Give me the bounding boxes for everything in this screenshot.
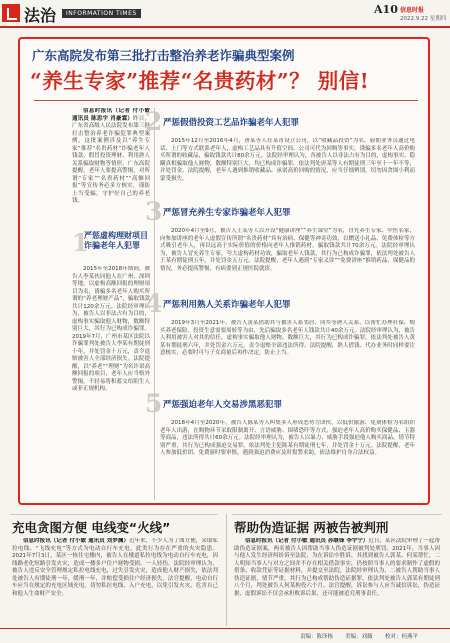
section-2-header	[145, 107, 415, 136]
bottom-right-body: 信息时报讯（记者 付小敏 通讯员 孙继锋 李宇宁）近日，某区法院审理了一起帮助伪造证据案，两名被告人因帮助当事人伪造证据被判处刑罚。2021年，当事人因与他人发生经济纠纷诉至法院，为在诉讼中胜诉，其找到被告人郭某、何某帮忙，二人明知当事人与对方之间并不存在相关借款事实，仍按照当事人的要求制作了虚假的借条、收款凭证等证据材料，并提交至法院。法院经审理认为，二被告人帮助当事人伪造证据，情节严重，其行为已构成帮助伪造证据罪，依法判处被告人郭某有期徒刑八个月，判处被告人何某拘役六个月。法官提醒，诉讼参与人应当诚信诉讼，伪造证据、虚假诉讼不仅会承担败诉后果，还可能被追究刑事责任。	[234, 538, 440, 597]
section-3-number: 3	[145, 197, 163, 226]
paper-english-name: INFORMATION TIMES	[62, 9, 141, 18]
headline-main: “养生专家”推荐“名贵药材”？ 别信!	[30, 69, 370, 93]
bottom-right-rule	[232, 514, 442, 515]
section-2-body: 2015年12月至2016年4月，唐某等人在某市设立公司，以“收藏品投资”为名，雇佣业务员通过电话、上门等方式联系老年人，虚构工艺品具有升值空间、公司可代为回购等事实，诱骗多名老年人高价购买所谓的收藏品，骗取钱款共计80余万元。法院经审理认为，各被告人以非法占有为目的，虚构事实、隐瞒真相骗取他人财物，数额特别巨大，均已构成诈骗罪，依法判处唐某等人有期徒刑三年至十一年不等，并处罚金。法院提醒，老年人遇到推销收藏品、承诺高价回购的情况，应当仔细辨别，切勿因贪图小利而蒙受损失。	[160, 138, 415, 182]
section-2-number: 2	[145, 107, 163, 136]
headline-kicker: 广东高院发布第三批打击整治养老诈骗典型案例	[32, 48, 295, 63]
section-5-body: 2018年4月至2020年，被告人陈某等人纠集多人形成恶势力团伙，以低价旅游、免费体检为名组织老年人出游，在购物环节采取限制离开、言语威胁、围堵恐吓等方式，强迫老年人高价购买保健品、玉器等商品，违法所得共计60余万元。法院经审理认为，被告人以暴力、威胁手段强迫他人购买商品，情节特别严重，其行为已构成强迫交易罪，依法判处主犯陈某有期徒刑七年，并处罚金十万元。法院提醒，老年人参加低价团、免费游时要审慎，遇到强迫消费应及时报警求助，依法维护自身合法权益。	[160, 420, 415, 456]
masthead	[0, 0, 450, 28]
bottom-left-body: 信息时报讯（记者 付小敏 通讯员 刘梦澜）近年来，不少人为了图方便，采取私拉电线、“飞线充电”等方式为电动自行车充电，此类行为存在严重的火灾隐患。2021年7月3日，某区一栋住宅楼内，被告人在楼道私拉电线为电动自行车充电，因线路老化短路引发火灾，造成一楼多户住户财物受损、一人轻伤。法院经审理认为，被告人违反安全管理规定私拉电线充电，过失引发火灾，造成他人财产损失，依法判处被告人有期徒刑一年，缓刑一年，并赔偿受损住户经济损失。法官提醒，电动自行车应当在规定的充电区域充电，切勿私拉电线、入户充电，以免引发火灾，危害自己和他人生命财产安全。	[12, 538, 218, 597]
section-4-number: 4	[145, 289, 163, 318]
section-1-title: 严惩虚构理财项目诈骗老年人犯罪	[84, 231, 148, 250]
page-number: A10	[374, 3, 398, 16]
paper-logo: 信息时报	[400, 7, 425, 14]
section-flag-icon	[2, 4, 20, 22]
section-3-header	[145, 197, 415, 226]
lead-body: 昨日，广东省高级人民法院发布第三批打击整治养老诈骗犯罪典型案例，这批案例涉及以“养生专家”推荐“名贵药材”诈骗老年人钱款、假冒投资理财、利用熟人关系骗取财物等情形。广东高院提醒，老年人要提高警惕，对所谓“专家”“名贵药材”“高额回报”等宣传务必多方核实，谨防上当受骗，守护好自己的养老钱。	[72, 115, 150, 204]
bottom-right-byline: 信息时报讯（记者 付小敏 通讯员 孙继锋 李宇宁）	[245, 538, 369, 544]
section-3-title: 严惩冒充养生专家诈骗老年人犯罪	[163, 208, 291, 218]
bottom-left-byline: 信息时报讯（记者 付小敏 通讯员 刘梦澜）	[23, 538, 130, 544]
footer-rule	[0, 628, 450, 629]
section-1-header	[72, 228, 152, 262]
bottom-left-rule	[10, 514, 218, 515]
footer-proofreader: 校对：何燕平	[385, 634, 419, 640]
masthead-rule	[0, 26, 450, 28]
lead-paragraph	[72, 108, 150, 226]
section-name: 法治	[24, 6, 57, 25]
footer-designer: 美编：刘薇	[345, 634, 373, 640]
section-3-body: 2020年4月至9月，被告人王某等人以开设“健康讲座”“养生课堂”为名，冒充养生专家、中医名家，向参加讲座的老年人虚假宣传所谓“名贵药材”具有治病、保健等神奇功效，以赠送小礼品、免费体检等方式吸引老年人，再以远高于实际价值的价格向老年人推销药材，骗取钱款共计70余万元。法院经审理认为，被告人冒充养生专家，夸大虚构药材功效，骗取老年人钱款，其行为已构成诈骗罪，依法判处被告人王某有期徒刑五年，并处罚金五万元。法院提醒，老年人遇到“专家义诊”“免费讲座”推销药品、保健品的情况，务必提高警惕，有病要到正规医院就诊。	[160, 228, 415, 272]
lead-byline: 信息时报讯（记者 付小敏 通讯员 陈思宇 肖豪霖）	[72, 108, 150, 122]
section-2-title: 严惩假借投资工艺品诈骗老年人犯罪	[163, 118, 300, 128]
headline-divider	[34, 100, 418, 101]
section-1-number: 1	[72, 228, 89, 257]
footer-editor: 责编：陈泽栋	[300, 634, 334, 640]
issue-date: 2022.9.22 星期四	[400, 16, 447, 22]
bottom-divider	[226, 514, 227, 626]
section-4-header	[145, 289, 415, 318]
section-5-title: 严惩强迫老年人交易涉黑恶犯罪	[163, 400, 283, 410]
section-1-body: 2015年至2018年期间，被告人李某伙同他人在广州、深圳等地，以虚构高额回报的理财项目为名，诱骗多名老年人购买所谓的“养老理财产品”，骗取钱款共计120余万元。法院经审理认为，被告人以非法占有为目的，虚构事实骗取他人财物，数额特别巨大，其行为已构成诈骗罪。2019年7月，广州市某区法院以诈骗罪判处被告人李某有期徒刑十年，并处罚金十万元，责令退赔被害人全部经济损失。法院提醒，以“养老”“理财”为名许诺高额回报的项目，老年人应当格外警惕，不轻易将积蓄交给陌生人或非正规机构。	[72, 266, 150, 392]
section-5-header	[145, 389, 415, 418]
section-4-title: 严惩利用熟人关系诈骗老年人犯罪	[163, 300, 291, 310]
section-4-body: 2019年3月至2021年，被告人黄某借助其与被害人系邻居、同乡等熟人关系，以帮忙办理社保、购买养老保险、投资生意需要周转等为由，先后骗取多名老年人钱款共计40余万元。法院经审理认为，被告人利用被害人对其的信任，虚构事实骗取他人财物，数额巨大，其行为已构成诈骗罪，依法判处被告人黄某有期徒刑六年，并处罚金六万元，责令退赔全部违法所得。法院提醒，熟人借钱、代办业务时同样要注意核实，必要时可与子女商量后再作决定，防止上当。	[160, 320, 415, 356]
section-5-number: 5	[145, 389, 163, 418]
bottom-left-title: 充电贪图方便 电线变“火线”	[12, 520, 171, 535]
bottom-right-title: 帮助伪造证据 两被告被判刑	[234, 520, 389, 535]
